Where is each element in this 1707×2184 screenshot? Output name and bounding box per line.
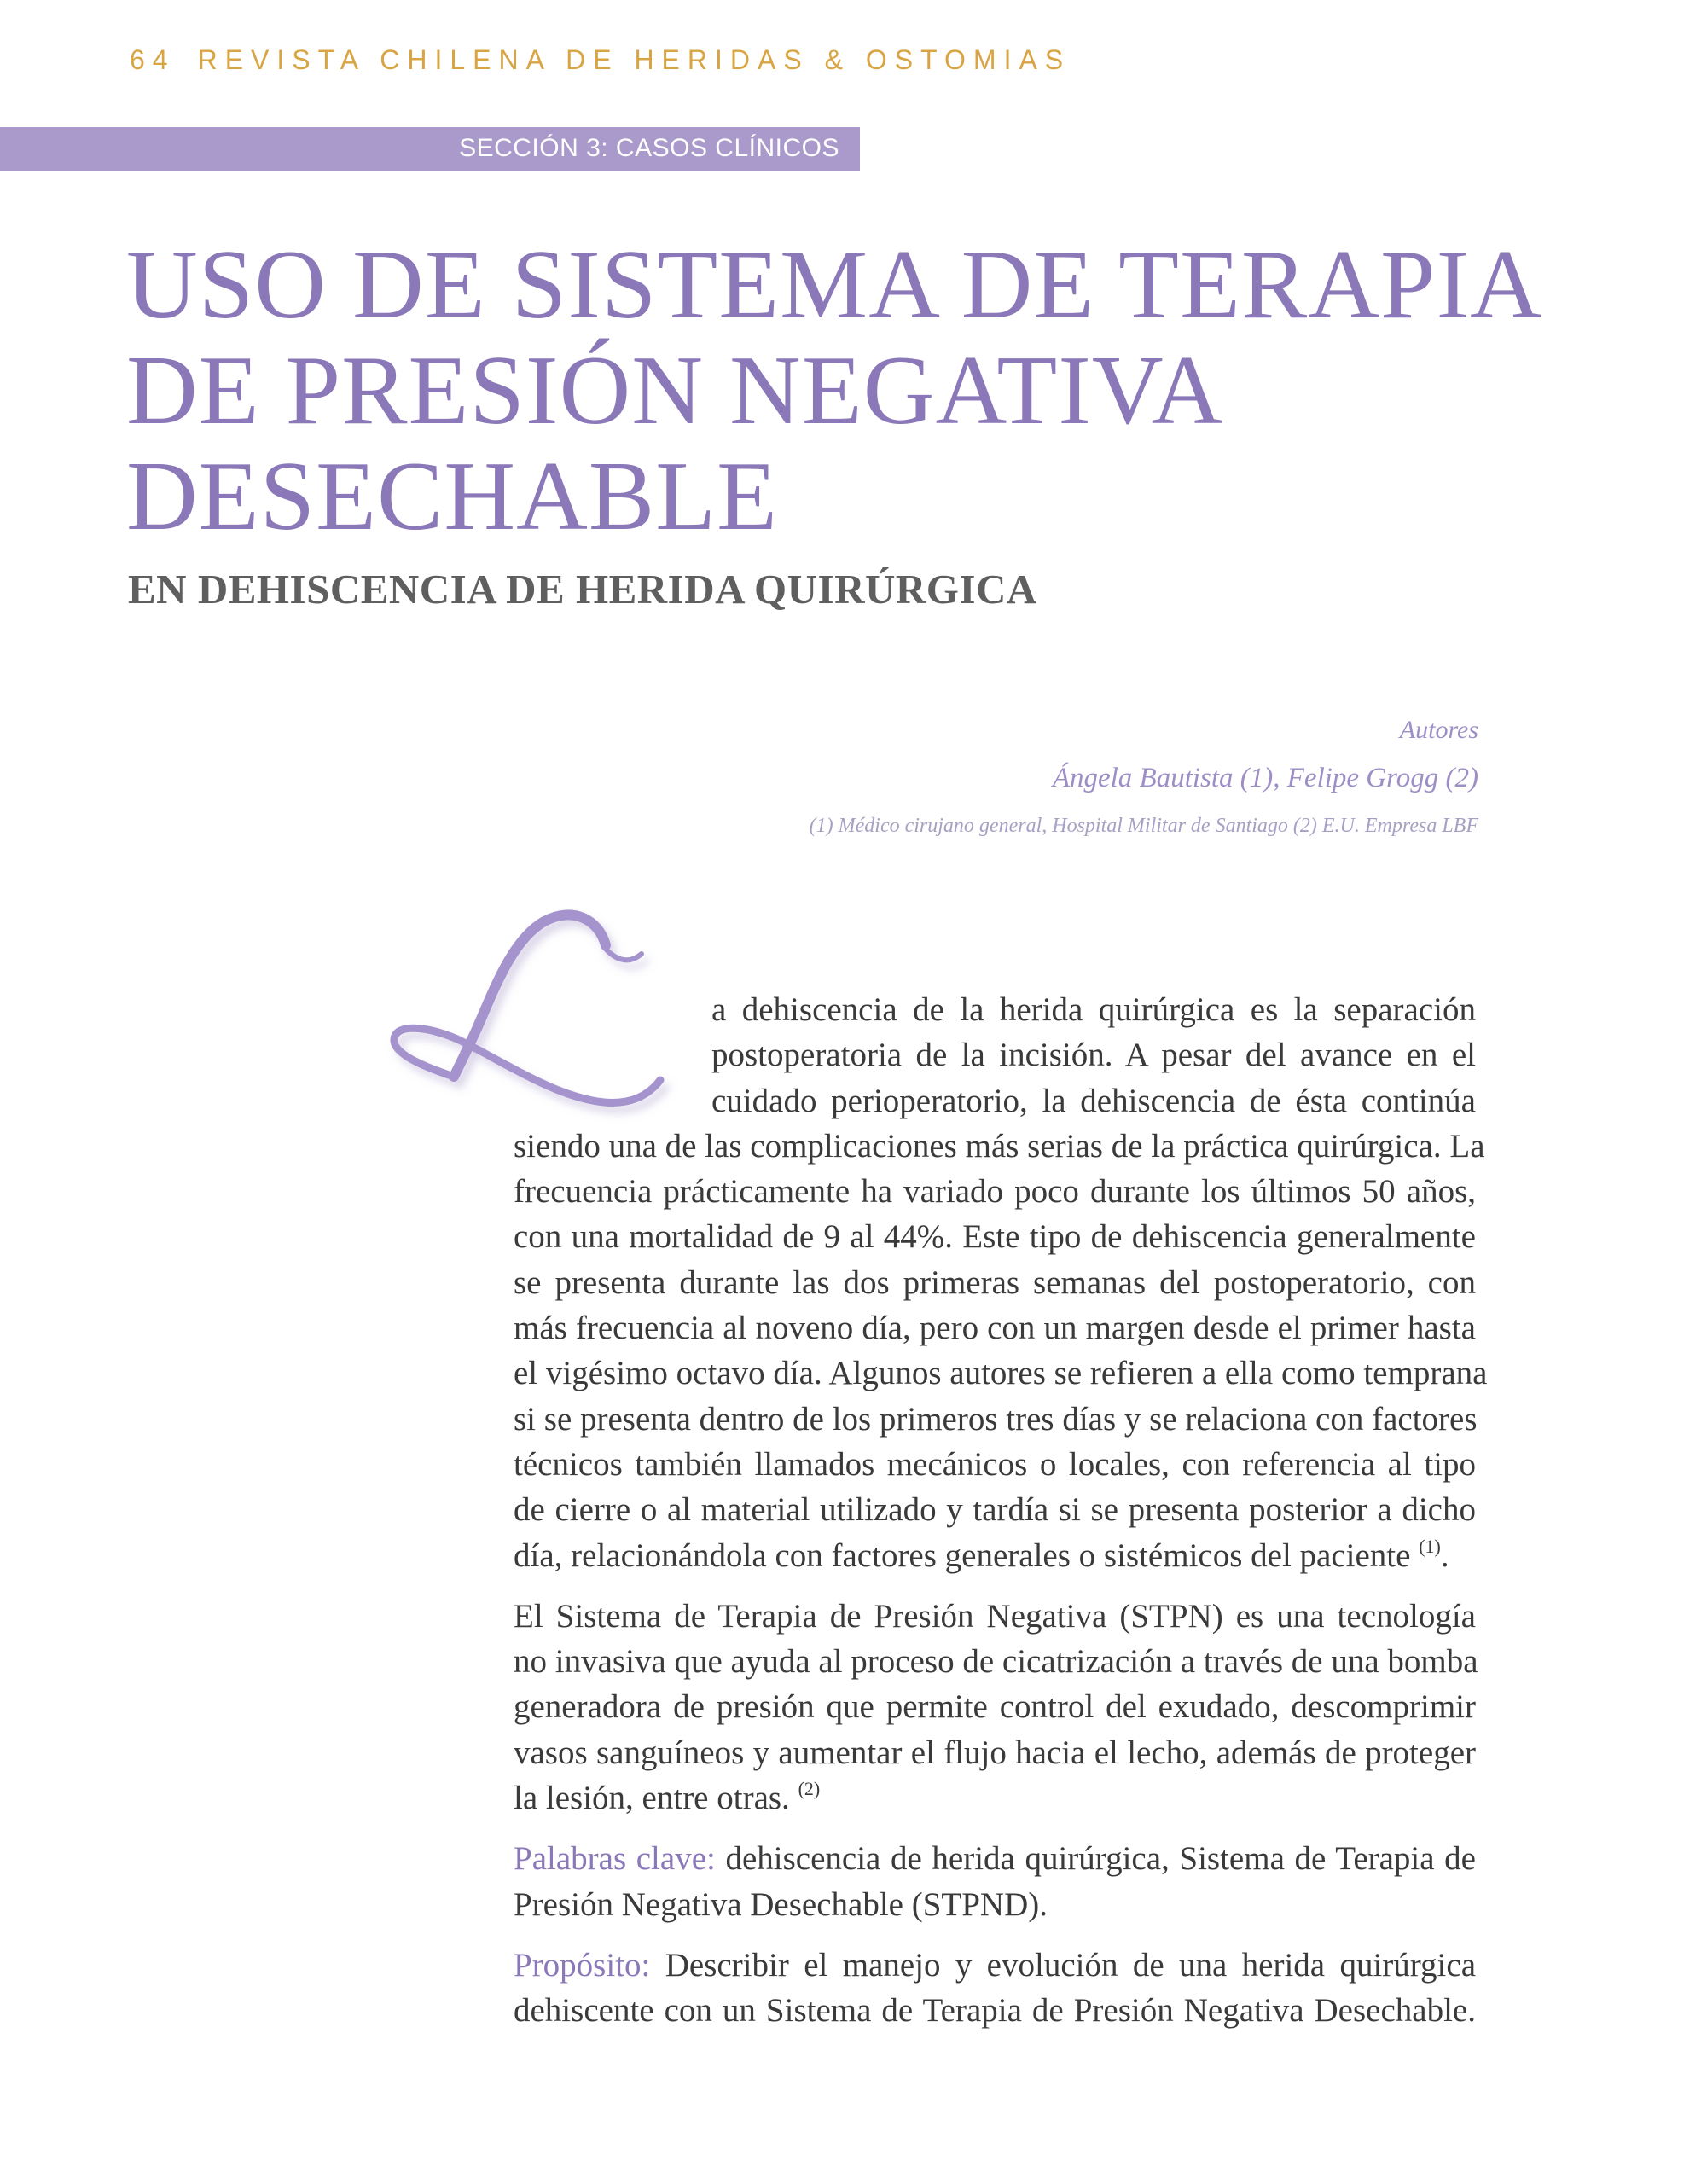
section-banner	[0, 127, 860, 171]
intro-line: con una mortalidad de 9 al 44%. Este tipo de dehiscencia generalmente	[514, 1218, 1476, 1256]
stpn-line: no invasiva que ayuda al proceso de cicatrización a través de una bomba	[514, 1643, 1478, 1681]
intro-line: de cierre o al material utilizado y tardía si se presenta posterior a dicho	[514, 1491, 1476, 1529]
intro-line: se presenta durante las dos primeras semanas del postoperatorio, con	[514, 1263, 1476, 1301]
title-line-2: DE PRESIÓN NEGATIVA	[126, 336, 1224, 445]
purpose-text: Describir el manejo y evolución de una herida quirúrgica	[665, 1946, 1476, 1984]
intro-line: cuidado perioperatorio, la dehiscencia de ésta continúa	[711, 1082, 1476, 1119]
article-body	[514, 987, 1488, 2034]
intro-text: día, relacionándola con factores generales o sistémicos del paciente	[514, 1536, 1411, 1574]
keywords-line: Presión Negativa Desechable (STPND).	[514, 1885, 1048, 1923]
author-affiliations: (1) Médico cirujano general, Hospital Militar de Santiago (2) E.U. Empresa LBF	[809, 815, 1478, 837]
stpn-line: generadora de presión que permite control del exudado, descomprimir	[514, 1688, 1476, 1726]
keywords-label: Palabras clave:	[514, 1840, 716, 1878]
purpose-line	[514, 1943, 1476, 1988]
page-number: 64	[130, 44, 176, 75]
title-line-3: DESECHABLE	[126, 442, 778, 551]
paragraph-purpose	[514, 1943, 1476, 2034]
keywords-text: dehiscencia de herida quirúrgica, Sistema de Terapia de	[725, 1840, 1476, 1878]
intro-line: a dehiscencia de la herida quirúrgica es la separación	[711, 991, 1476, 1028]
article-title	[126, 232, 1645, 549]
stpn-line-last	[514, 1775, 1476, 1821]
intro-line: si se presenta dentro de los primeros tres días y se relaciona con factores	[514, 1400, 1478, 1438]
journal-title: REVISTA CHILENA DE HERIDAS & OSTOMIAS	[197, 44, 1071, 75]
title-line-1: USO DE SISTEMA DE TERAPIA	[126, 230, 1542, 340]
section-label: SECCIÓN 3: CASOS CLÍNICOS	[459, 134, 839, 162]
reference-2: (2)	[798, 1778, 821, 1800]
intro-line: el vigésimo octavo día. Algunos autores se refieren a ella como temprana	[514, 1355, 1488, 1392]
intro-line: postoperatoria de la incisión. A pesar del avance en el	[711, 1037, 1476, 1074]
authors-label: Autores	[1399, 716, 1478, 744]
article-subtitle: EN DEHISCENCIA DE HERIDA QUIRÚRGICA	[128, 566, 1037, 613]
stpn-line: vasos sanguíneos y aumentar el flujo hacia el lecho, además de proteger	[514, 1734, 1476, 1771]
authors-names: Ángela Bautista (1), Felipe Grogg (2)	[1052, 763, 1478, 793]
paragraph-keywords	[514, 1836, 1476, 1927]
intro-line: siendo una de las complicaciones más serias de la práctica quirúrgica. La	[514, 1127, 1485, 1165]
reference-1: (1)	[1419, 1535, 1441, 1557]
intro-line: frecuencia prácticamente ha variado poco durante los últimos 50 años,	[514, 1173, 1476, 1211]
intro-line-last	[514, 1533, 1476, 1578]
intro-period: .	[1440, 1536, 1449, 1574]
running-header	[130, 44, 1071, 76]
paragraph-stpn	[514, 1594, 1476, 1821]
stpn-text: la lesión, entre otras.	[514, 1780, 790, 1817]
purpose-line: dehiscente con un Sistema de Terapia de Presión Negativa Desechable.	[514, 1992, 1476, 2030]
intro-line: más frecuencia al noveno día, pero con un margen desde el primer hasta	[514, 1310, 1476, 1347]
purpose-label: Propósito:	[514, 1946, 651, 1984]
stpn-line: El Sistema de Terapia de Presión Negativa (STPN) es una tecnología	[514, 1597, 1476, 1635]
intro-line: técnicos también llamados mecánicos o locales, con referencia al tipo	[514, 1445, 1476, 1483]
keywords-line	[514, 1836, 1476, 1881]
paragraph-intro	[514, 987, 1488, 1578]
authors-block	[455, 713, 1478, 839]
